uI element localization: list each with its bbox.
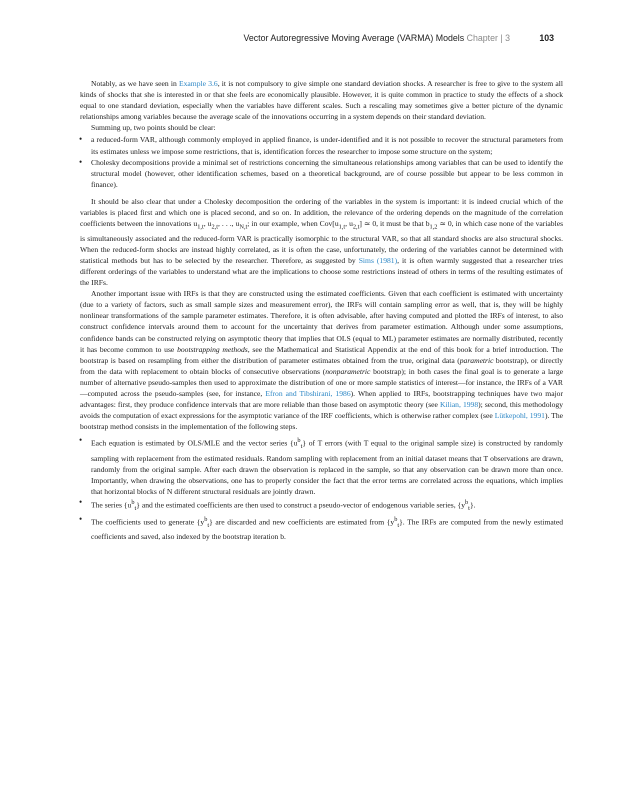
link-sims-1981[interactable]: Sims (1981)	[358, 255, 398, 265]
paragraph-ordering: It should be also clear that under a Cholesky decomposition the ordering of the variables in the system is important: it is indeed crucial which of the variables is placed first and which one is placed second, and so on. In addition, the relevance of the ordering depends on the magnitude of the correlation coefficients between the innovations $u_{1,t}$, $u_{2,t}$, . . ., $u_{N,t}$; in our example, when $Cov[u_{1,t}$, $u_{2,t}$] ≃ 0, it must be that $b_{1,2}$ ≃ 0, in which case none of the variables is simultaneously associated and the reduced-form VAR is practically isomorphic to the structural VAR, so that all standard shocks are also structural shocks. When the reduced-form shocks are instead highly correlated, as it is often the case, unfortunately, the ordering of the variables cannot be determined with statistical methods but has to be selected by the researcher. Therefore, as suggested by Sims (1981), it is often warmly suggested that a researcher tries different orderings of the variables to understand what are the implications to choose some restrictions instead of others in terms of the resulting estimates of the IRFs.	[80, 196, 564, 288]
body-text	[80, 78, 563, 542]
link-example-3-6[interactable]: Example 3.6	[179, 79, 218, 88]
running-title: Vector Autoregressive Moving Average (VARMA) Models Chapter | 3	[243, 33, 510, 43]
link-lutkepohl-1991[interactable]: Lütkepohl, 1991	[494, 411, 545, 421]
paragraph-summing-up: Summing up, two points should be clear:	[91, 123, 216, 133]
paragraph-bootstrap: Another important issue with IRFs is that they are constructed using the estimated coefficients. Given that each coefficient is estimated with uncertainty (due to a variety of factors, such as small sample sizes and measurement error), the IRFs will contain sampling error as well, that is, they will be highly nonlinear transformations of the sample parameter estimates. Therefore, it is often advisable, after having computed and plotted the IRFs of interest, to also construct confidence intervals around them to account for the uncertainty that derives from parameter estimation. Although under some assumptions, confidence bands can be constructed relying on asymptotic theory that implies that OLS (equal to ML) parameter estimates are normally distributed, recently it has become common to use bootstrapping methods, see the Mathematical and Statistical Appendix at the end of this book for a brief introduction. The bootstrap is based on resampling from either the distribution of parameter estimates obtained from the true, original data (parametric bootstrap), or directly from the data with replacement to obtain blocks of consecutive observations (nonparametric bootstrap); in both cases the final goal is to generate a large number of alternative pseudo-samples then used to approximate the distribution of one or more sample statistics of interest—for instance, the IRFs of a VAR—computed across the pseudo-samples (see, for instance, Efron and Tibshirani, 1986). When applied to IRFs, bootstrapping techniques have two major advantages: first, they produce confidence intervals that are more reliable than those based on asymptotic theory (see Kilian, 1998); second, this methodology avoids the computation of exact expressions for the asymptotic variance of the IRF coefficients, which is otherwise rather complex (see Lütkepohl, 1991). The bootstrap method consists in the implementation of the following steps.	[80, 289, 564, 432]
page-number: 103	[539, 33, 554, 43]
list-item: • a reduced-form VAR, although commonly employed in applied finance, is under-identified and it is not possible to recover the structural parameters from its estimates unless we impose some restrictions, that is, identification forces the researcher to impose some structure on the system;	[80, 134, 563, 156]
list-item: • The series $\{u^b_t\}$ and the estimated coefficients are then used to construct a pseudo-vector of endogenous variable series, $\{y^b_t\}$.	[80, 497, 563, 514]
chapter-label: Chapter	[466, 33, 498, 43]
header-separator: |	[500, 33, 503, 43]
list-item: • The coefficients used to generate $\{y^b_t\}$ are discarded and new coefficients are estimated from $\{y^b_t\}$. The IRFs are computed from the newly estimated coefficients and saved, also indexed by the bootstrap iteration b.	[80, 514, 563, 542]
paragraph-shocks: Notably, as we have seen in Example 3.6, it is not compulsory to give simple one standard deviation shocks. A researcher is free to give to the system all kinds of shocks that she is interested in or that she feels are economically plausible. However, it is quite common in practice to study the effects of a shock equal to one standard deviation, especially when the variables have different scales. Such a rescaling may sometimes give a better picture of the dynamic relationships among variables because the average scale of the innovations occurring in a system depends on their standard deviation.	[80, 79, 563, 122]
list-item: • Cholesky decompositions provide a minimal set of restrictions concerning the simultaneous relationships among variables that can be used to identify the structural model (however, other identification schemes, based on a theoretical background, are of course possible but appear to be less common in finance).	[80, 157, 563, 190]
link-kilian-1998[interactable]: Kilian, 1998	[440, 400, 479, 410]
summary-list	[80, 134, 563, 189]
running-header	[0, 31, 625, 45]
link-efron-tibshirani-1986[interactable]: Efron and Tibshirani, 1986	[265, 389, 351, 399]
list-item: • Each equation is estimated by OLS/MLE and the vector series $\{u^b_t\}$ of T errors (with T equal to the original sample size) is constructed by randomly sampling with replacement from the estimated residuals. Random sampling with replacement from an initial dataset means that T observations are drawn, randomly from the original sample. After each drawn the observation is replaced in the sample, so that any observation can be drawn more than once. Importantly, when drawing the observations, one has to properly consider the fact that the error terms are correlated across the equations, which implies that horizontal blocks of N different structural residuals are jointly drawn.	[80, 435, 563, 497]
bootstrap-steps-list	[80, 435, 563, 542]
chapter-number: 3	[505, 33, 510, 43]
